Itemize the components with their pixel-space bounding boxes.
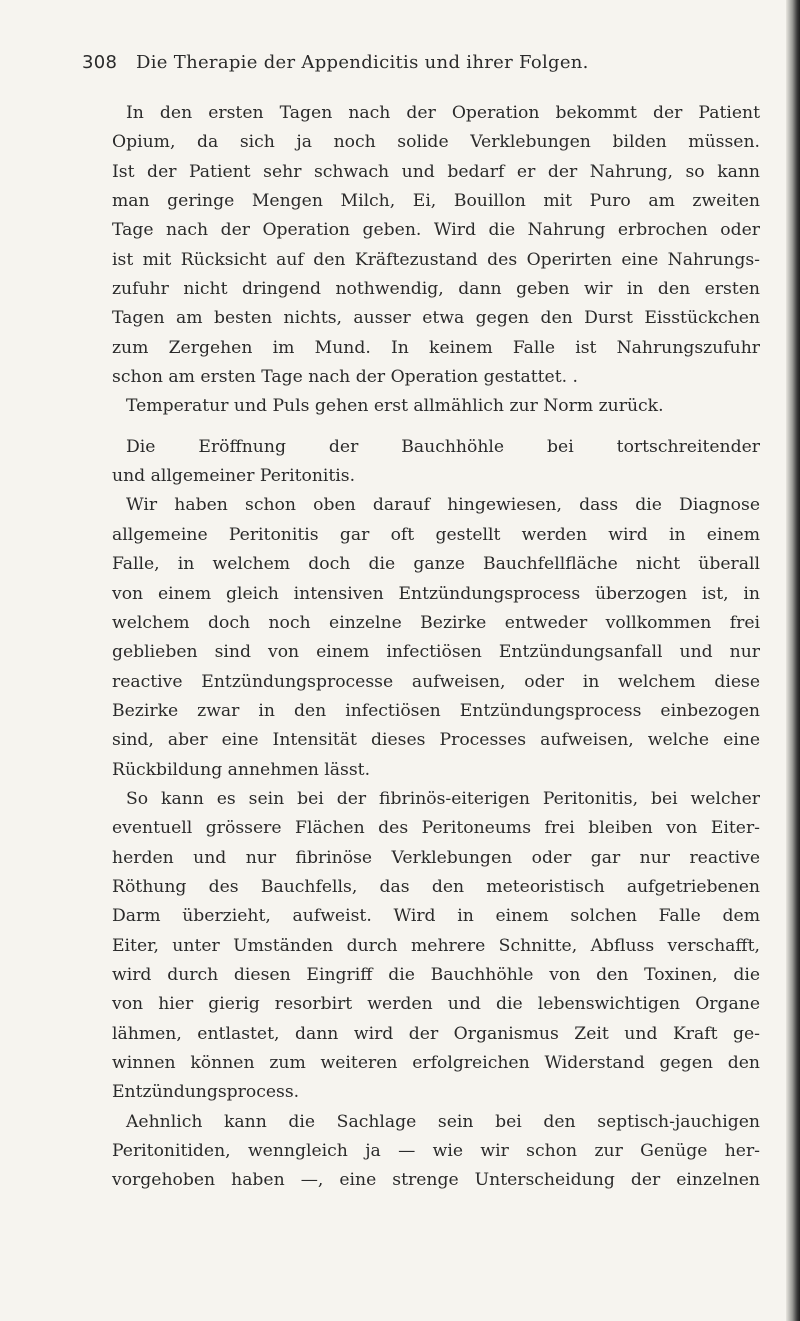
text-line: Darm überzieht, aufweist. Wird in einem solchen Falle dem — [112, 906, 760, 927]
section-heading-line: und allgemeiner Peritonitis. — [112, 466, 356, 487]
text-line: reactive Entzündungsprocesse aufweisen, oder in welchem diese — [112, 671, 760, 692]
text-line: Peritonitiden, wenngleich ja — wie wir schon zur Genüge her- — [112, 1141, 760, 1162]
text-line: lähmen, entlastet, dann wird der Organismus Zeit und Kraft ge- — [112, 1023, 760, 1044]
text-line: Bezirke zwar in den infectiösen Entzündungsprocess einbezogen — [112, 700, 760, 721]
book-page-edge — [786, 0, 800, 1321]
text-line: zum Zergehen im Mund. In keinem Falle ist Nahrungszufuhr — [112, 337, 760, 358]
section-heading-line: Die Eröffnung der Bauchhöhle bei tortschreitender — [126, 436, 760, 457]
text-line: vorgehoben haben —, eine strenge Unterscheidung der einzelnen — [112, 1170, 760, 1191]
text-line: Tage nach der Operation geben. Wird die Nahrung erbrochen oder — [112, 220, 760, 241]
text-line: welchem doch noch einzelne Bezirke entweder vollkommen frei — [112, 612, 760, 633]
page-body — [112, 99, 760, 1196]
text-line: allgemeine Peritonitis gar oft gestellt werden wird in einem — [112, 524, 760, 545]
text-line: man geringe Mengen Milch, Ei, Bouillon mit Puro am zweiten — [112, 191, 760, 212]
text-line: In den ersten Tagen nach der Operation bekommt der Patient — [126, 103, 760, 123]
text-line: Opium, da sich ja noch solide Verklebungen bilden müssen. — [112, 132, 760, 153]
text-line: Röthung des Bauchfells, das den meteoristisch aufgetriebenen — [112, 876, 760, 897]
text-line: eventuell grössere Flächen des Peritoneums frei bleiben von Eiter- — [112, 818, 760, 839]
text-line: Entzündungsprocess. — [112, 1082, 300, 1103]
text-line: Rückbildung annehmen lässt. — [112, 759, 371, 780]
text-line: Temperatur und Puls gehen erst allmählich zur Norm zurück. — [126, 396, 664, 417]
text-line: schon am ersten Tage nach der Operation gestattet. . — [112, 367, 579, 388]
page-number: 308 — [82, 52, 118, 73]
text-line: Falle, in welchem doch die ganze Bauchfellfläche nicht überall — [112, 554, 760, 575]
text-line: von einem gleich intensiven Entzündungsprocess überzogen ist, in — [112, 583, 760, 604]
text-line: So kann es sein bei der fibrinös-eiterigen Peritonitis, bei welcher — [126, 788, 760, 809]
text-line: zufuhr nicht dringend nothwendig, dann geben wir in den ersten — [112, 279, 760, 300]
text-line: herden und nur fibrinöse Verklebungen oder gar nur reactive — [112, 847, 760, 868]
text-line: geblieben sind von einem infectiösen Entzündungsanfall und nur — [112, 642, 760, 663]
text-line: Eiter, unter Umständen durch mehrere Schnitte, Abfluss verschafft, — [112, 935, 760, 956]
text-line: Tagen am besten nichts, ausser etwa gegen den Durst Eisstückchen — [112, 308, 760, 329]
text-line: von hier gierig resorbirt werden und die lebenswichtigen Organe — [112, 994, 760, 1015]
text-line: Aehnlich kann die Sachlage sein bei den septisch-jauchigen — [126, 1111, 760, 1132]
text-line: sind, aber eine Intensität dieses Processes aufweisen, welche eine — [112, 730, 760, 751]
text-line: wird durch diesen Eingriff die Bauchhöhle von den Toxinen, die — [112, 964, 760, 985]
text-line: ist mit Rücksicht auf den Kräftezustand des Operirten eine Nahrungs- — [112, 249, 760, 270]
running-title: Die Therapie der Appendicitis und ihrer Folgen. — [136, 52, 589, 73]
text-line: winnen können zum weiteren erfolgreichen Widerstand gegen den — [112, 1053, 760, 1073]
text-line: Wir haben schon oben darauf hingewiesen, dass die Diagnose — [126, 495, 760, 516]
running-header — [82, 52, 772, 73]
text-line: Ist der Patient sehr schwach und bedarf er der Nahrung, so kann — [112, 161, 760, 182]
